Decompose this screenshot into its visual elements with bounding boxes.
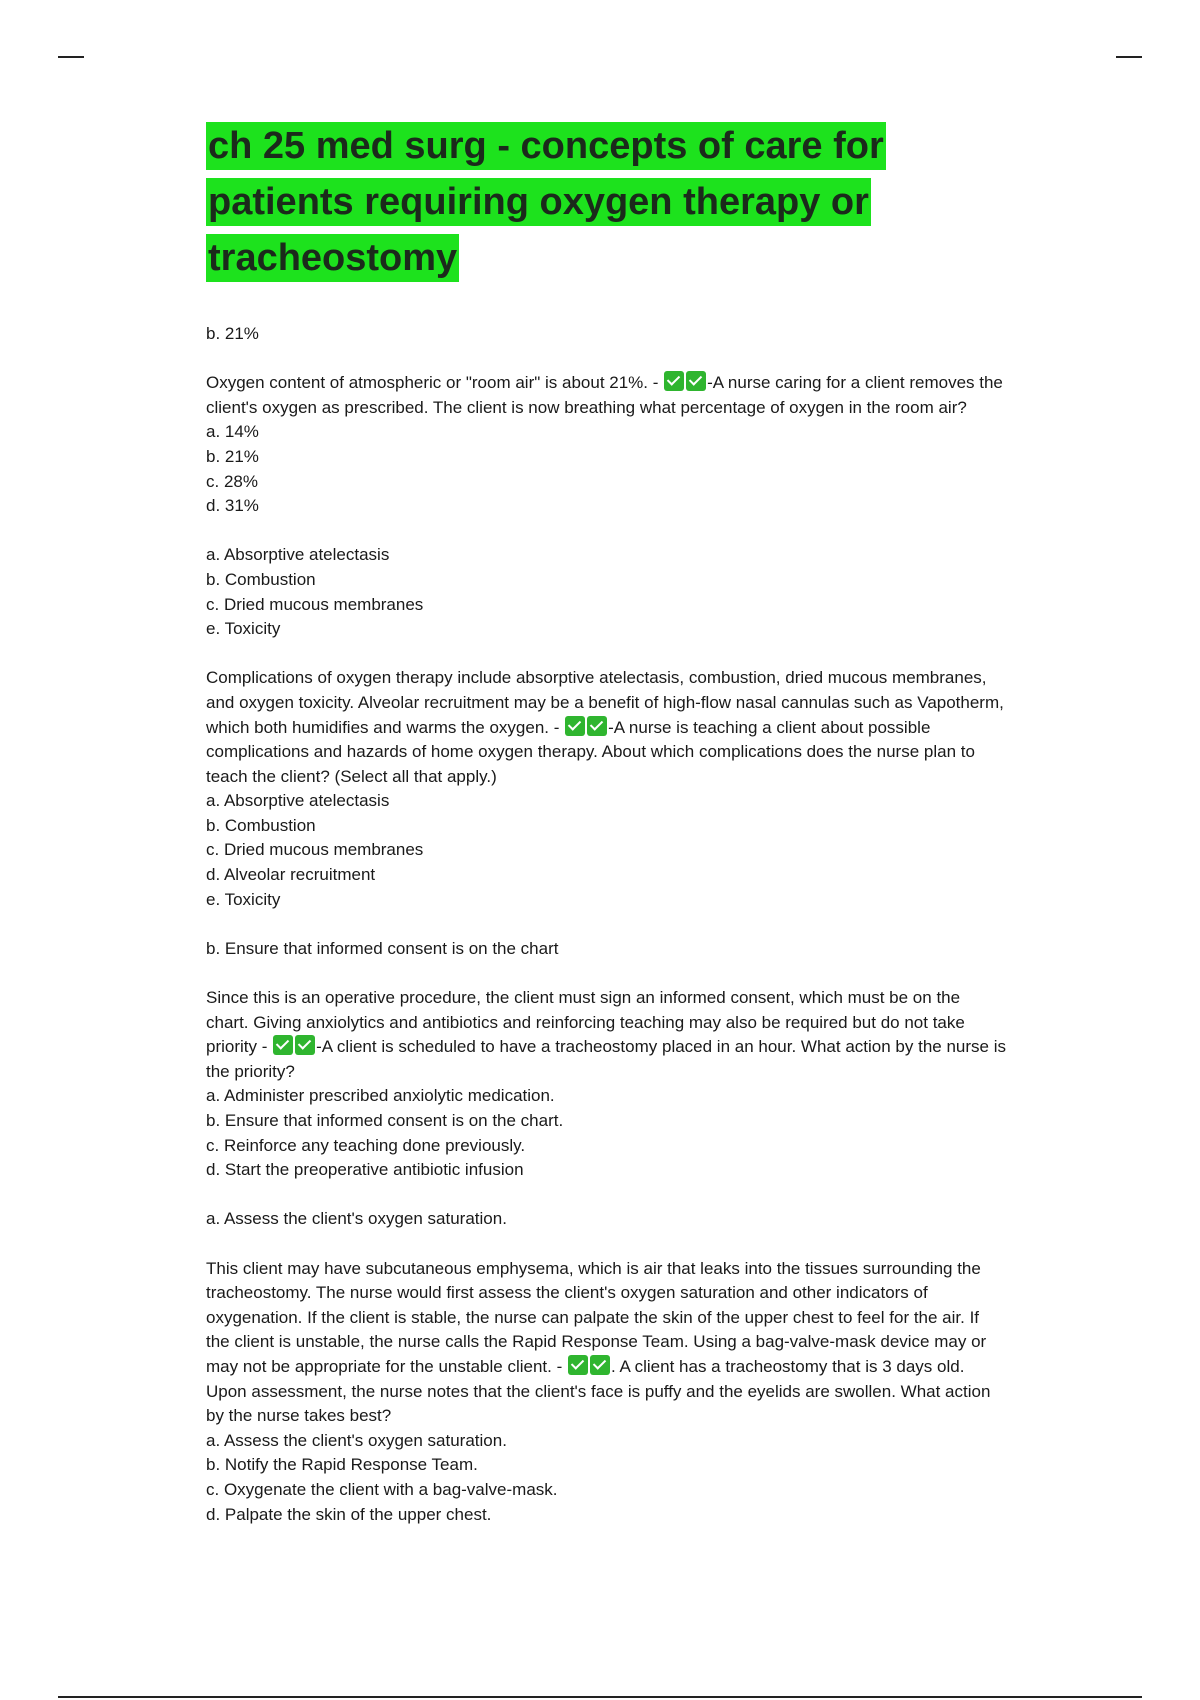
option-item: b. Ensure that informed consent is on the chart. <box>206 1111 564 1130</box>
check-mark-icon <box>565 716 585 736</box>
option-item: c. 28% <box>206 471 258 491</box>
check-mark-icon <box>686 371 706 391</box>
question-block <box>206 666 1006 789</box>
question-text: -A nurse caring for a client removes the client's oxygen as prescribed. The client is now breathing what percentage of oxygen in the room air? <box>206 373 1003 417</box>
top-right-crop-mark <box>1116 56 1142 58</box>
question-block <box>206 986 1006 1084</box>
option-item: b. Notify the Rapid Response Team. <box>206 1455 478 1475</box>
check-mark-icon <box>664 371 684 391</box>
option-item: d. Start the preoperative antibiotic infusion <box>206 1160 524 1180</box>
option-item: b. Combustion <box>206 815 316 835</box>
answer-item: e. Toxicity <box>206 619 281 639</box>
explanation-text: This client may have subcutaneous emphysema, which is air that leaks into the tissues surrounding the tracheostomy. The nurse would first assess the client's oxygen saturation and other indicators of oxygenation. If the client is stable, the nurse can palpate the skin of the upper chest to feel for the air. If the client is unstable, the nurse calls the Rapid Response Team. Using a bag-valve-mask device may or may not be appropriate for the unstable client. - <box>206 1258 987 1376</box>
option-item: a. Absorptive atelectasis <box>206 791 390 811</box>
question-block <box>206 1257 1006 1429</box>
explanation-text: Oxygen content of atmospheric or "room air" is about 21%. - <box>206 373 659 393</box>
check-mark-icon <box>295 1035 315 1055</box>
page-bottom-rule <box>58 1696 1142 1698</box>
option-item: d. Alveolar recruitment <box>206 865 376 885</box>
option-item: d. 31% <box>206 496 259 516</box>
explanation-text: Complications of oxygen therapy include absorptive atelectasis, combustion, dried mucous membranes, and oxygen toxicity. Alveolar recruitment may be a benefit of high-flow nasal cannulas such as Vapotherm, which both humidifies and warms the oxygen. - <box>206 668 1004 737</box>
title-highlight: ch 25 med surg - concepts of care for patients requiring oxygen therapy or tracheostomy <box>206 122 886 282</box>
card-list <box>206 322 1006 1527</box>
check-mark-icon <box>587 716 607 736</box>
answer-item: a. Absorptive atelectasis <box>206 545 390 565</box>
document-page <box>206 118 1006 1527</box>
option-item: e. Toxicity <box>206 889 281 909</box>
option-item: a. Administer prescribed anxiolytic medication. <box>206 1086 555 1106</box>
answer-text: a. Assess the client's oxygen saturation. <box>206 1209 507 1229</box>
question-text: -A nurse is teaching a client about possible complications and hazards of home oxygen therapy. About which complications does the nurse plan to teach the client? (Select all that apply.) <box>206 717 975 786</box>
answer-text: b. 21% <box>206 324 259 343</box>
explanation-text: Since this is an operative procedure, the client must sign an informed consent, which must be on the chart. Giving anxiolytics and antibiotics and reinforcing teaching may also be required but do not take priority - <box>206 988 965 1057</box>
page-title <box>206 118 1006 286</box>
question-text: -A client is scheduled to have a tracheostomy placed in an hour. What action by the nurse is the priority? <box>206 1037 1006 1081</box>
question-text: . A client has a tracheostomy that is 3 days old. Upon assessment, the nurse notes that the client's face is puffy and the eyelids are swollen. What action by the nurse takes best? <box>206 1356 991 1426</box>
option-item: c. Dried mucous membranes <box>206 840 424 860</box>
check-mark-icon <box>273 1035 293 1055</box>
option-item: d. Palpate the skin of the upper chest. <box>206 1504 492 1524</box>
option-item: c. Oxygenate the client with a bag-valve-mask. <box>206 1479 558 1499</box>
top-left-crop-mark <box>58 56 84 58</box>
option-item: c. Reinforce any teaching done previously. <box>206 1135 526 1155</box>
check-mark-icon <box>568 1355 588 1375</box>
answer-item: b. Combustion <box>206 569 316 589</box>
option-item: a. 14% <box>206 422 259 442</box>
answer-item: c. Dried mucous membranes <box>206 594 424 614</box>
option-item: b. 21% <box>206 446 259 466</box>
answer-text: b. Ensure that informed consent is on the chart <box>206 938 559 958</box>
question-block <box>206 371 1006 420</box>
check-mark-icon <box>590 1355 610 1375</box>
option-item: a. Assess the client's oxygen saturation. <box>206 1430 507 1450</box>
